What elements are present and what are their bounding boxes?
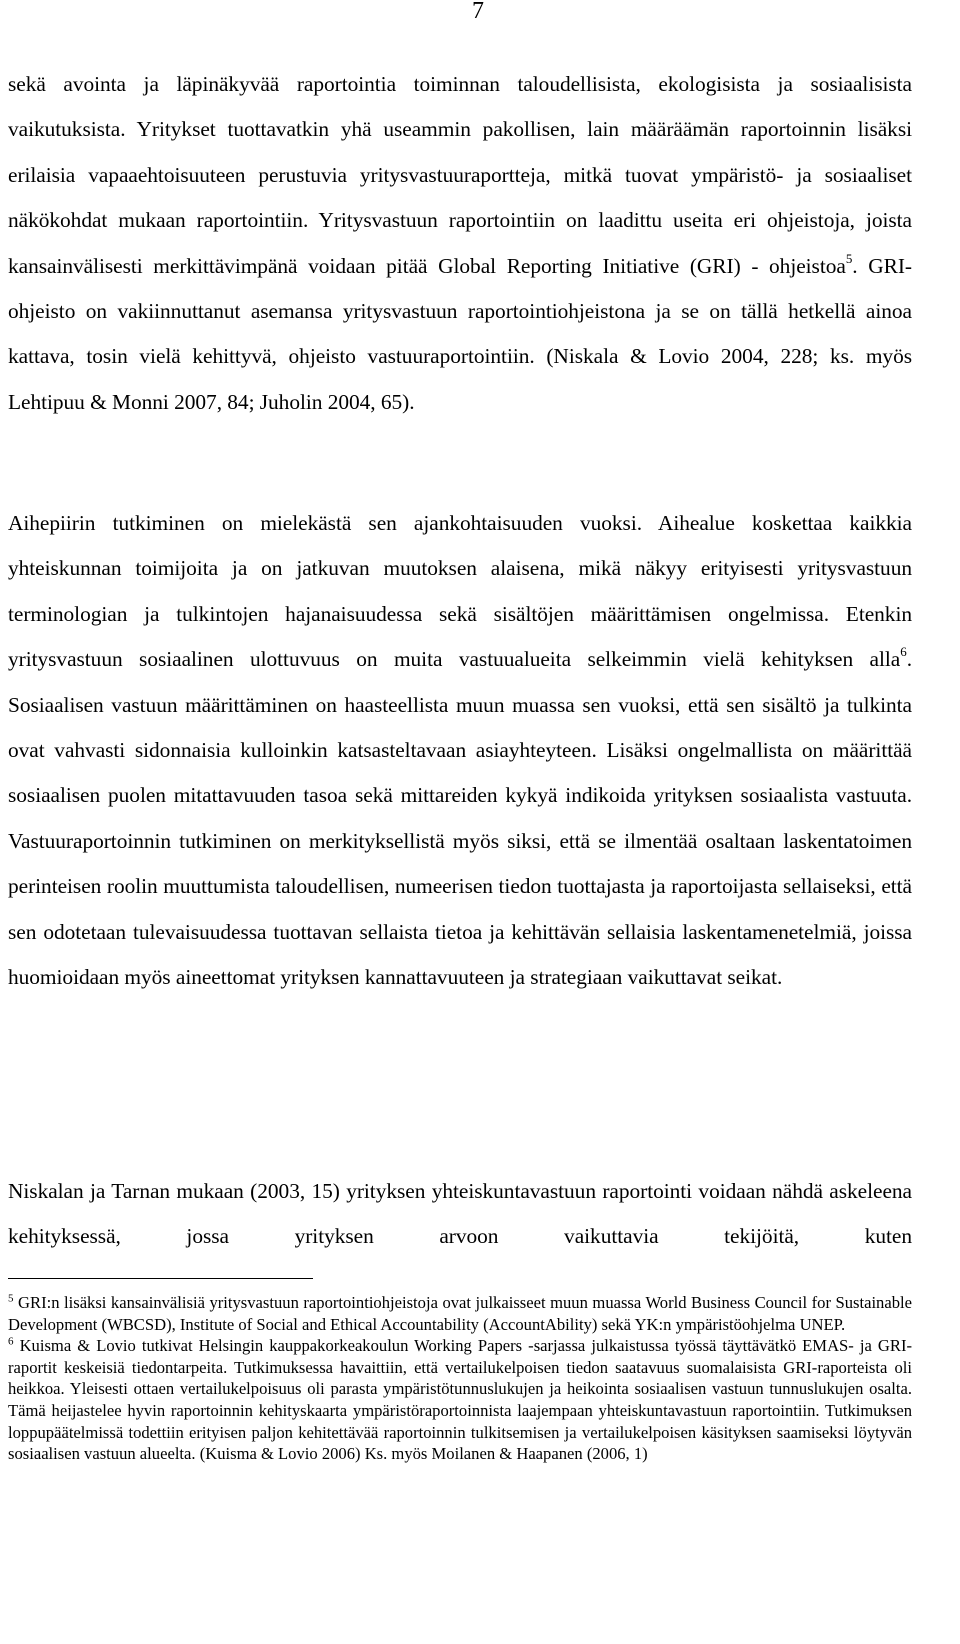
paragraph-niskala-tarna: Niskalan ja Tarnan mukaan (2003, 15) yrityksen yhteiskuntavastuun raportointi voidaan nähdä askeleena kehityksessä, jossa yrityksen arvoon vaikuttavia tekijöitä, kuten [8,1179,912,1249]
paragraph-text: Aihepiirin tutkiminen on mielekästä sen ajankohtaisuuden vuoksi. Aihealue koskettaa kaikkia yhteiskunnan toimijoita ja on jatkuvan muutoksen alaisena, mikä näkyy erityisesti yritysvastuun terminologian ja tulkintojen hajanaisuudessa sekä sisältöjen määrittämisen ongelmissa. Etenkin yritysvastuun sosiaalinen ulottuvuus on muita vastuualueita selkeimmin vielä kehityksen alla [8,511,912,672]
footnote-5 [8,1292,912,1335]
footnote-text: Kuisma & Lovio tutkivat Helsingin kauppakorkeakoulun Working Papers -sarjassa julkaistussa työssä täyttävätkö EMAS- ja GRI- raportit keskeisiä tiedontarpeita. Tutkimuksessa havaittiin, että vertailukelpoisen tiedon saatavuus suomalaisista GRI-raporteista oli heikkoa. Yleisesti ottaen vertailukelpoisuus oli parasta ympäristötunnuslukujen ja heikointa sosiaalisen vastuun tunnuslukujen osalta. Tämä heijastelee hyvin raportoinnin kehityskaarta ympäristöraportoinnista laajempaan yhteiskuntavastuun raportointiin. Tutkimuksen loppupäätelmissä todettiin erityisen paljon kehitettävää raportoinnin tulkitsemisen ja vertailukelpoisen käsityksen saamiseksi löytyvän sosiaalisen vastuun alueelta. (Kuisma & Lovio 2006) Ks. myös Moilanen & Haapanen (2006, 1) [8,1336,912,1464]
page-number: 7 [472,0,484,24]
paragraph-text: . Sosiaalisen vastuun määrittäminen on haasteellista muun muassa sen vuoksi, että sen sisältö ja tulkinta ovat vahvasti sidonnaisia kulloinkin katsasteltavaan asiayhteyteen. Lisäksi ongelmallista on määrittää sosiaalisen puolen mitattavuuden tasoa sekä mittareiden kykyä indikoida yrityksen sosiaalista vastuuta. Vastuuraportoinnin tutkiminen on merkityksellistä myös siksi, että se ilmentää osaltaan laskentatoimen perinteisen roolin muuttumista taloudellisen, numeerisen tiedon tuottajasta ja raportoijasta sellaiseksi, että sen odotetaan tulevaisuudessa tuottavan sellaista tietoa ja kehittävän sellaisia laskentamenetelmiä, joissa huomioidaan myös aineettomat yrityksen kannattavuuteen ja strategiaan vaikuttavat seikat. [8,647,912,990]
paragraph-topic-relevance [8,501,912,1000]
footnote-reference-6[interactable]: 6 [900,644,907,660]
footnote-marker: 6 [8,1335,14,1348]
footnote-separator [8,1278,313,1279]
paragraph-reporting-guidelines [8,62,912,425]
footnote-reference-5[interactable]: 5 [845,250,853,266]
footnote-marker: 5 [8,1292,14,1305]
paragraph-text: sekä avointa ja läpinäkyvää raportointia toiminnan taloudellisista, ekologisista ja sosiaalisista vaikutuksista. Yritykset tuottavatkin yhä useammin pakollisen, lain määräämän raportoinnin lisäksi erilaisia vapaaehtoisuuteen perustuvia yritysvastuuraportteja, mitkä tuovat ympäristö- ja sosiaaliset näkökohdat mukaan raportointiin. Yritysvastuun raportointiin on laadittu useita eri ohjeistoja, joista kansainvälisesti merkittävimpänä voidaan pitää Global Reporting Initiative (GRI) - ohjeistoa [8,72,912,278]
footnotes [8,1292,912,1465]
footnote-6 [8,1335,912,1465]
paragraph-text: . GRI-ohjeisto on vakiinnuttanut asemansa yritysvastuun raportointiohjeistona ja se on tällä hetkellä ainoa kattava, tosin vielä kehittyvä, ohjeisto vastuuraportointiin. (Niskala & Lovio 2004, 228; ks. myös Lehtipuu & Monni 2007, 84; Juholin 2004, 65). [8,253,912,414]
footnote-text: GRI:n lisäksi kansainvälisiä yritysvastuun raportointiohjeistoja ovat julkaisseet muun muassa World Business Council for Sustainable Development (WBCSD), Institute of Social and Ethical Accountability (AccountAbility) sekä YK:n ympäristöohjelma UNEP. [8,1293,912,1334]
